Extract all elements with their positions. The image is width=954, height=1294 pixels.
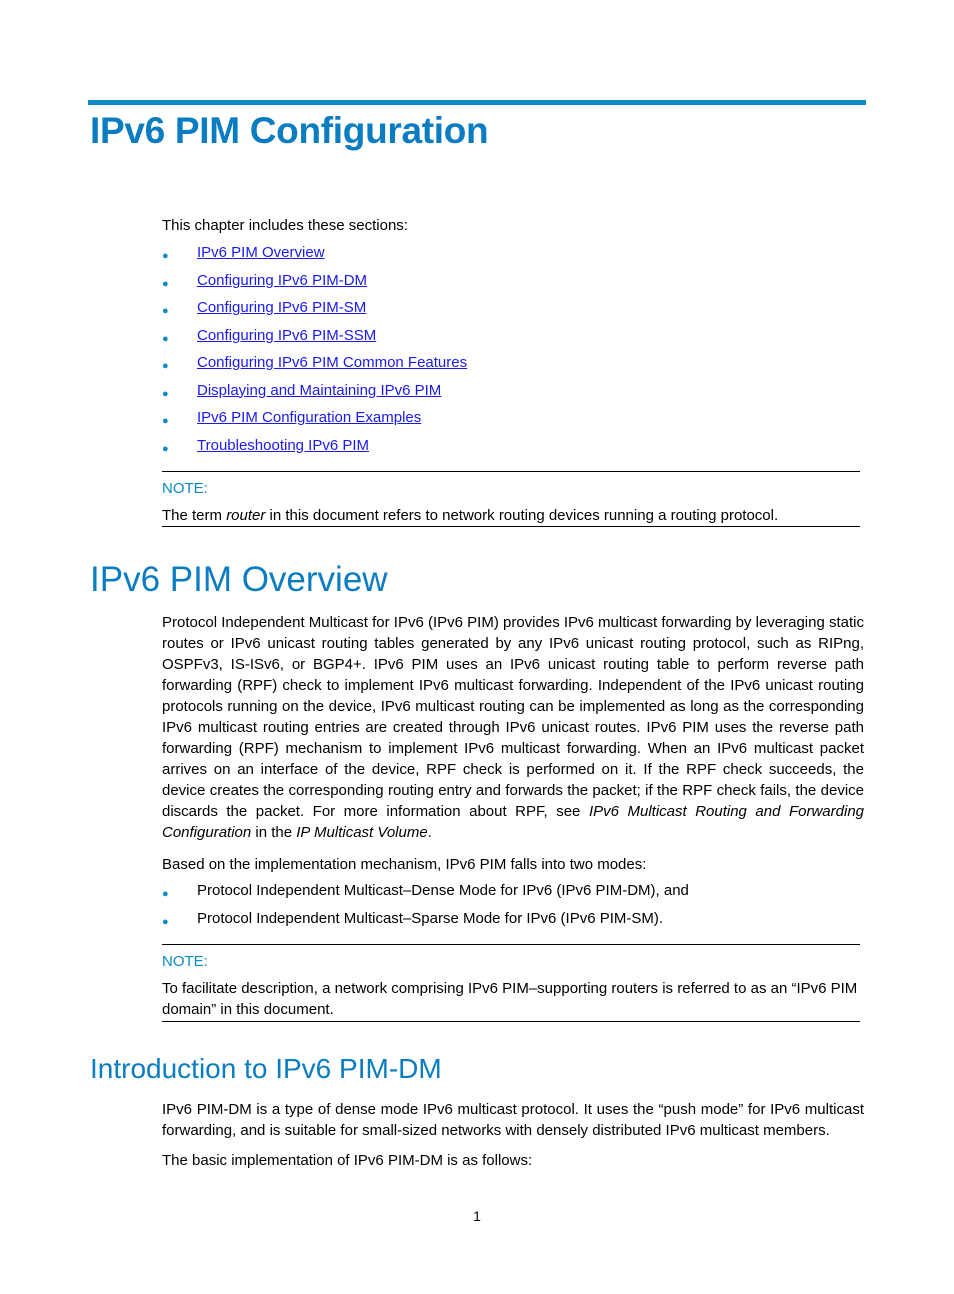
- list-item: [162, 325, 467, 353]
- bullet-icon: ●: [162, 305, 169, 317]
- note-text-part: in this document refers to network routing devices running a routing protocol.: [265, 507, 779, 524]
- section-heading-overview: IPv6 PIM Overview: [90, 560, 388, 599]
- mode-text: Protocol Independent Multicast–Dense Mode for IPv6 (IPv6 PIM-DM), and: [197, 882, 689, 899]
- pim-dm-paragraph: The basic implementation of IPv6 PIM-DM is as follows:: [162, 1152, 533, 1169]
- reference-title: IPv6 Multicast Routing and Forwarding Configuration: [162, 803, 865, 841]
- list-item: [162, 270, 467, 298]
- paragraph-text: Protocol Independent Multicast for IPv6 (IPv6 PIM) provides IPv6 multicast forwarding by leveraging static routes or IPv6 unicast routing tables generated by any IPv6 unicast routing protocol, such as RIPng, OSPFv3, IS-ISv6, or BGP4+. IPv6 PIM uses an IPv6 unicast routing table to perform reverse path forwarding (RPF) check to implement IPv6 multicast forwarding. Independent of the IPv6 unicast routing protocols running on the device, IPv6 multicast routing can be implemented as long as the corresponding IPv6 multicast routing entries are created through IPv6 unicast routes. IPv6 PIM uses the reverse path forwarding (RPF) mechanism to implement IPv6 multicast forwarding. When an IPv6 multicast packet arrives on an interface of the device, RPF check is performed on it. If the RPF check succeeds, the device creates the corresponding routing entry and forwards the packet; if the RPF check fails, the device discards the packet. For more information about RPF, see: [162, 614, 864, 820]
- list-item: [162, 380, 467, 408]
- bullet-icon: ●: [162, 888, 169, 900]
- bullet-icon: ●: [162, 415, 169, 427]
- list-item: [162, 407, 467, 435]
- toc-link-displaying[interactable]: Displaying and Maintaining IPv6 PIM: [197, 381, 442, 399]
- toc-link-pim-sm[interactable]: Configuring IPv6 PIM-SM: [197, 299, 367, 316]
- list-item: [162, 435, 467, 463]
- section-heading-pim-dm: Introduction to IPv6 PIM-DM: [90, 1053, 442, 1084]
- paragraph-text: .: [427, 824, 432, 841]
- page-number: 1: [473, 1208, 481, 1224]
- modes-list: [162, 880, 689, 936]
- toc-link-pim-dm[interactable]: Configuring IPv6 PIM-DM: [197, 271, 368, 289]
- bullet-icon: ●: [162, 360, 169, 372]
- note-box: [162, 944, 860, 1022]
- bullet-icon: ●: [162, 387, 169, 400]
- list-item: [162, 242, 467, 270]
- bullet-icon: ●: [162, 442, 169, 455]
- paragraph-text: in the: [251, 824, 297, 841]
- bullet-icon: ●: [162, 916, 169, 928]
- note-label: NOTE:: [162, 953, 208, 970]
- note-text: To facilitate description, a network comprising IPv6 PIM–supporting routers is referred to as an “IPv6 PIM domain” in this document.: [162, 980, 858, 1018]
- reference-volume: IP Multicast Volume: [296, 824, 428, 841]
- bullet-icon: ●: [162, 250, 169, 262]
- mode-text: Protocol Independent Multicast–Sparse Mode for IPv6 (IPv6 PIM-SM).: [197, 910, 664, 927]
- list-item: [162, 352, 467, 380]
- chapter-intro: This chapter includes these sections:: [162, 217, 408, 234]
- modes-intro: Based on the implementation mechanism, IPv6 PIM falls into two modes:: [162, 856, 647, 873]
- chapter-top-rule: [88, 100, 866, 105]
- overview-paragraph: [162, 612, 864, 843]
- toc-link-examples[interactable]: IPv6 PIM Configuration Examples: [197, 409, 422, 426]
- note-box: [162, 471, 860, 527]
- bullet-icon: ●: [162, 277, 169, 290]
- note-term: router: [226, 507, 266, 524]
- toc-link-pim-ssm[interactable]: Configuring IPv6 PIM-SSM: [197, 326, 377, 344]
- list-item: [162, 908, 689, 936]
- list-item: [162, 880, 689, 908]
- list-item: [162, 297, 467, 325]
- note-text: [162, 505, 860, 526]
- note-text-part: The term: [162, 507, 227, 524]
- toc-link-overview[interactable]: IPv6 PIM Overview: [197, 244, 325, 261]
- section-list: [162, 242, 467, 462]
- chapter-title: IPv6 PIM Configuration: [90, 110, 489, 151]
- bullet-icon: ●: [162, 332, 169, 345]
- note-label: NOTE:: [162, 480, 208, 497]
- toc-link-troubleshooting[interactable]: Troubleshooting IPv6 PIM: [197, 436, 370, 454]
- pim-dm-paragraph: IPv6 PIM-DM is a type of dense mode IPv6 multicast protocol. It uses the “push mode” for IPv6 multicast forwarding, and is suitable for small-sized networks with densely distributed IPv6 multicast members.: [162, 1101, 864, 1139]
- toc-link-common-features[interactable]: Configuring IPv6 PIM Common Features: [197, 354, 468, 371]
